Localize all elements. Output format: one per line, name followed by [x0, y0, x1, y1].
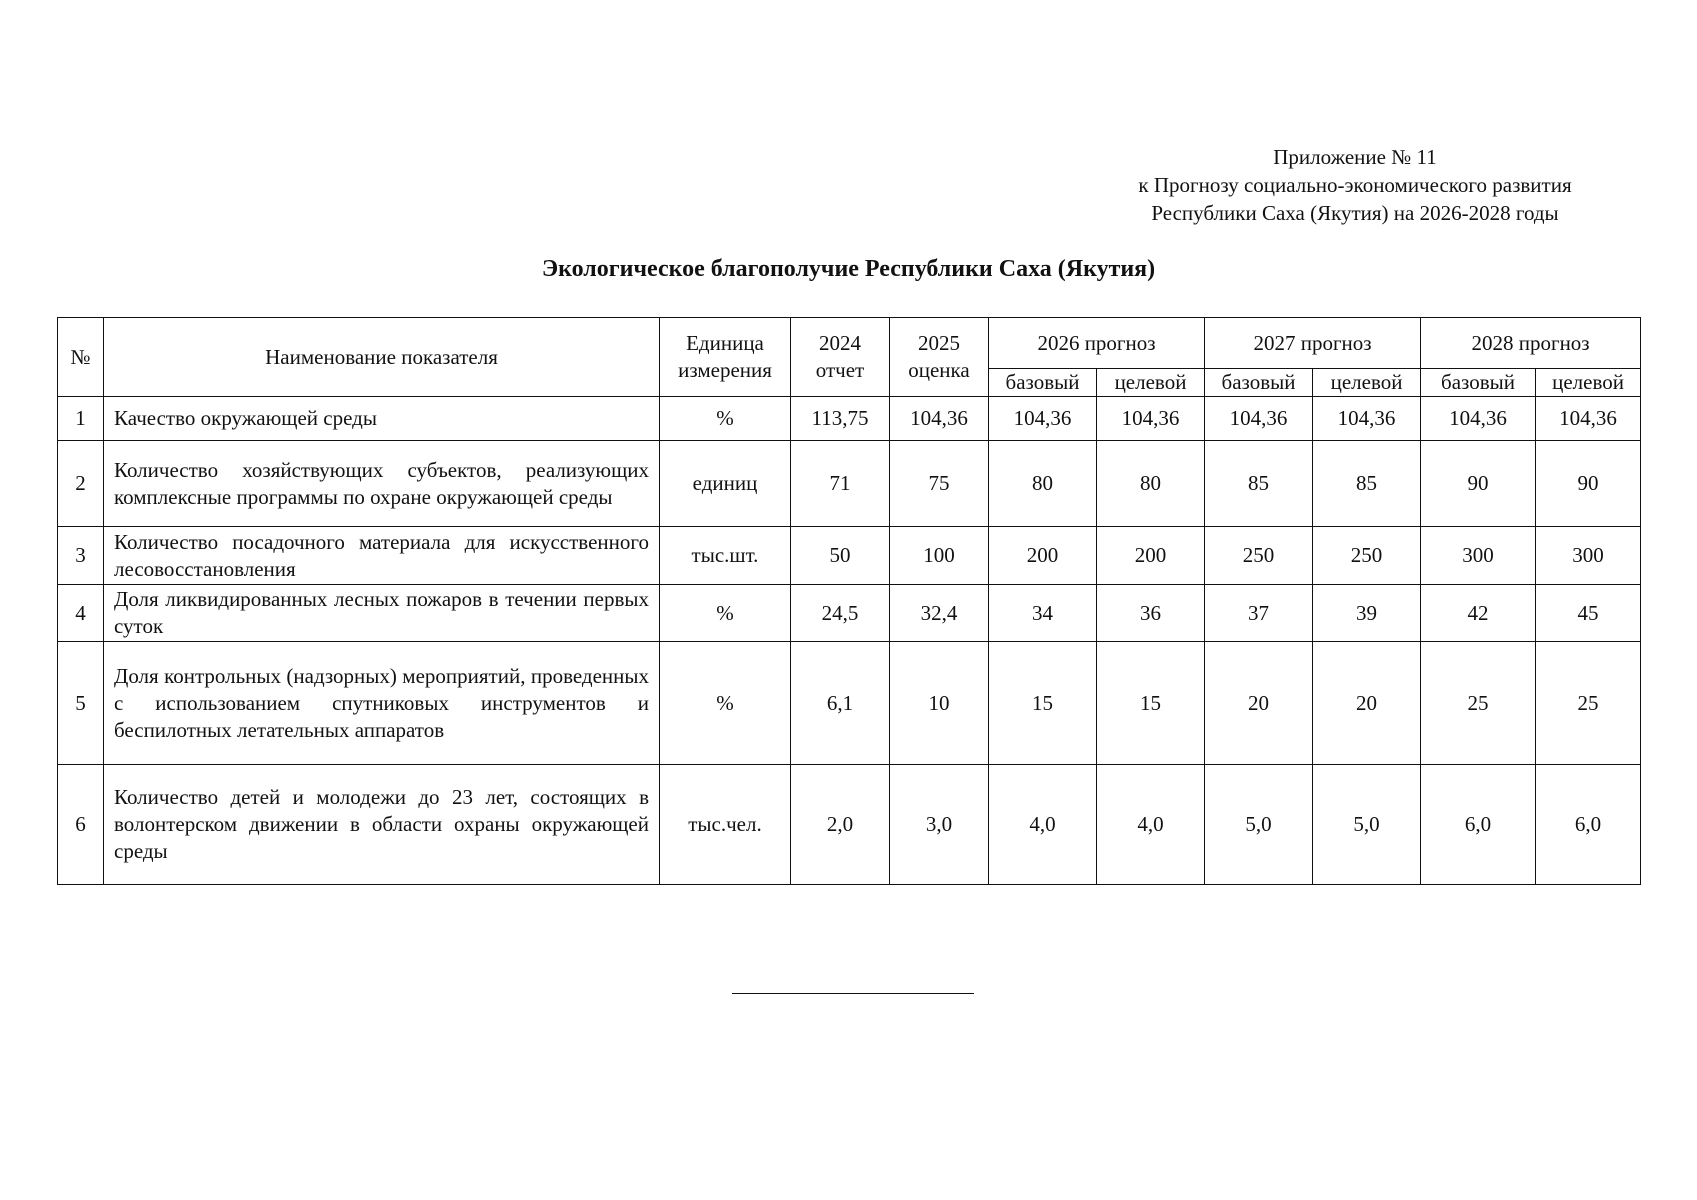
value-2027-target: 250	[1313, 527, 1421, 585]
value-2026-target: 104,36	[1097, 397, 1205, 441]
unit-cell: %	[660, 585, 791, 642]
value-2028-target: 104,36	[1536, 397, 1641, 441]
value-2027-base: 5,0	[1205, 765, 1313, 885]
value-2027-base: 104,36	[1205, 397, 1313, 441]
header-2027-base: базовый	[1205, 369, 1313, 397]
value-2027-target: 20	[1313, 642, 1421, 765]
indicators-table	[57, 317, 1641, 885]
value-2026-target: 36	[1097, 585, 1205, 642]
appendix-reference: к Прогнозу социально-экономического развития	[1138, 173, 1572, 197]
row-number: 1	[58, 397, 104, 441]
value-2026-base: 34	[989, 585, 1097, 642]
value-2026-base: 4,0	[989, 765, 1097, 885]
indicator-name: Доля контрольных (надзорных) мероприятий, проведенных с использованием спутниковых инструментов и беспилотных летательных аппаратов	[104, 642, 660, 765]
value-2026-target: 80	[1097, 441, 1205, 527]
table-header-row	[58, 318, 1641, 369]
value-2025: 104,36	[890, 397, 989, 441]
value-2026-target: 200	[1097, 527, 1205, 585]
table-row	[58, 527, 1641, 585]
footer-divider-line	[732, 993, 974, 994]
value-2025: 75	[890, 441, 989, 527]
unit-cell: %	[660, 642, 791, 765]
value-2026-base: 200	[989, 527, 1097, 585]
header-2027-forecast: 2027 прогноз	[1205, 318, 1421, 369]
value-2028-base: 6,0	[1421, 765, 1536, 885]
header-2026-forecast: 2026 прогноз	[989, 318, 1205, 369]
row-number: 2	[58, 441, 104, 527]
value-2026-target: 4,0	[1097, 765, 1205, 885]
value-2027-target: 5,0	[1313, 765, 1421, 885]
value-2028-target: 6,0	[1536, 765, 1641, 885]
value-2025: 10	[890, 642, 989, 765]
value-2028-target: 25	[1536, 642, 1641, 765]
value-2024: 113,75	[791, 397, 890, 441]
value-2027-base: 20	[1205, 642, 1313, 765]
value-2028-base: 90	[1421, 441, 1536, 527]
header-2028-base: базовый	[1421, 369, 1536, 397]
indicator-name: Количество детей и молодежи до 23 лет, состоящих в волонтерском движении в области охраны окружающей среды	[104, 765, 660, 885]
value-2028-base: 25	[1421, 642, 1536, 765]
value-2027-base: 37	[1205, 585, 1313, 642]
header-unit: Единица измерения	[660, 318, 791, 397]
header-number: №	[58, 318, 104, 397]
header-2025-estimate: 2025 оценка	[890, 318, 989, 397]
value-2027-target: 104,36	[1313, 397, 1421, 441]
value-2026-base: 104,36	[989, 397, 1097, 441]
value-2028-base: 104,36	[1421, 397, 1536, 441]
indicator-name: Качество окружающей среды	[104, 397, 660, 441]
document-title: Экологическое благополучие Республики Саха (Якутия)	[541, 256, 1156, 282]
value-2025: 32,4	[890, 585, 989, 642]
value-2024: 71	[791, 441, 890, 527]
unit-cell: тыс.шт.	[660, 527, 791, 585]
header-2026-target: целевой	[1097, 369, 1205, 397]
indicator-name: Количество хозяйствующих субъектов, реализующих комплексные программы по охране окружающей среды	[104, 441, 660, 527]
unit-cell: единиц	[660, 441, 791, 527]
row-number: 4	[58, 585, 104, 642]
table-row	[58, 642, 1641, 765]
table-row	[58, 585, 1641, 642]
header-2028-target: целевой	[1536, 369, 1641, 397]
header-2028-forecast: 2028 прогноз	[1421, 318, 1641, 369]
appendix-number: Приложение № 11	[1273, 145, 1437, 169]
value-2026-base: 80	[989, 441, 1097, 527]
value-2024: 24,5	[791, 585, 890, 642]
unit-cell: %	[660, 397, 791, 441]
indicator-name: Доля ликвидированных лесных пожаров в течении первых суток	[104, 585, 660, 642]
value-2025: 100	[890, 527, 989, 585]
unit-cell: тыс.чел.	[660, 765, 791, 885]
value-2028-target: 300	[1536, 527, 1641, 585]
row-number: 3	[58, 527, 104, 585]
value-2027-target: 39	[1313, 585, 1421, 642]
row-number: 6	[58, 765, 104, 885]
appendix-note	[1090, 143, 1620, 227]
header-2026-base: базовый	[989, 369, 1097, 397]
appendix-region-years: Республики Саха (Якутия) на 2026-2028 годы	[1151, 201, 1559, 225]
value-2027-target: 85	[1313, 441, 1421, 527]
row-number: 5	[58, 642, 104, 765]
value-2027-base: 250	[1205, 527, 1313, 585]
table-row	[58, 765, 1641, 885]
value-2028-base: 300	[1421, 527, 1536, 585]
table-row	[58, 441, 1641, 527]
header-2024-report: 2024 отчет	[791, 318, 890, 397]
value-2026-base: 15	[989, 642, 1097, 765]
value-2028-target: 90	[1536, 441, 1641, 527]
value-2027-base: 85	[1205, 441, 1313, 527]
value-2026-target: 15	[1097, 642, 1205, 765]
value-2024: 6,1	[791, 642, 890, 765]
value-2024: 50	[791, 527, 890, 585]
value-2025: 3,0	[890, 765, 989, 885]
value-2024: 2,0	[791, 765, 890, 885]
header-indicator-name: Наименование показателя	[104, 318, 660, 397]
value-2028-base: 42	[1421, 585, 1536, 642]
indicator-name: Количество посадочного материала для искусственного лесовосстановления	[104, 527, 660, 585]
table-row	[58, 397, 1641, 441]
header-2027-target: целевой	[1313, 369, 1421, 397]
value-2028-target: 45	[1536, 585, 1641, 642]
